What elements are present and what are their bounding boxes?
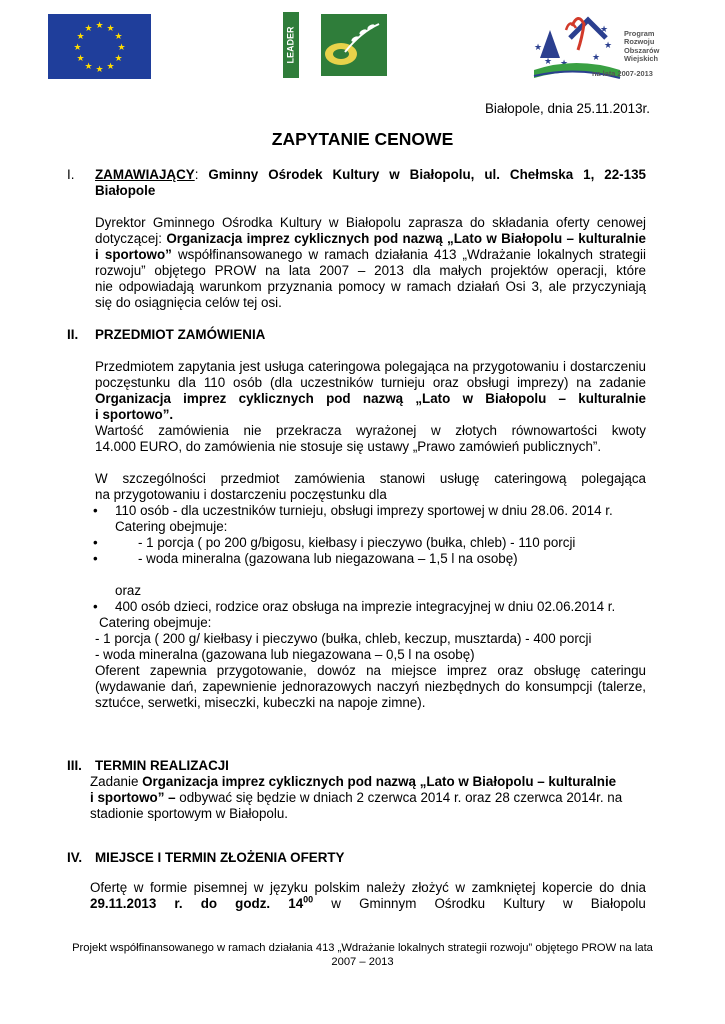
list-item-line: - 1 porcja ( 200 g/ kiełbasy i pieczywo (bułka, chleb, keczup, musztarda) - 400 porcji	[95, 631, 592, 646]
section2-paragraph-line: Przedmiotem zapytania jest usługa cateringowa polegająca na przygotowaniu i dostarczeniu	[95, 359, 646, 374]
section3-heading: TERMIN REALIZACJI	[95, 758, 229, 773]
svg-text:★: ★	[73, 43, 82, 53]
svg-text:★: ★	[76, 54, 85, 64]
section3-number: III.	[67, 758, 82, 773]
leader-logo	[283, 12, 387, 78]
list-item-subheading: Catering obejmuje:	[115, 519, 228, 534]
list-item: 110 osób - dla uczestników turnieju, obsługi imprezy sportowej w dniu 28.06. 2014 r.	[115, 503, 613, 518]
bullet-icon: •	[93, 535, 98, 550]
section3-line: i sportowo” – odbywać się będzie w dniach 2 czerwca 2014 r. oraz 28 czerwca 2014r. na	[90, 790, 623, 805]
svg-text:★: ★	[114, 32, 123, 42]
prow-logo-text: Program Rozwoju Obszarów Wiejskich	[624, 29, 660, 64]
section2-paragraph-line: poczęstunku dla 110 osób (dla uczestników turnieju oraz obsługi imprezy) na zadanie	[95, 375, 646, 390]
list-item: - woda mineralna (gazowana lub niegazowana – 1,5 l na osobę)	[138, 551, 518, 566]
svg-text:★: ★	[600, 25, 609, 35]
section4-line: Ofertę w formie pisemnej w języku polskim należy złożyć w zamkniętej kopercie do dnia	[90, 880, 646, 895]
section1-paragraph-line: Dyrektor Gminnego Ośrodka Kultury w Białopolu zaprasza do składania oferty cenowej	[95, 215, 646, 230]
place-date: Białopole, dnia 25.11.2013r.	[484, 101, 650, 116]
svg-text:★: ★	[534, 43, 543, 53]
svg-text:★: ★	[84, 62, 93, 72]
svg-text:★: ★	[95, 21, 104, 31]
footer-line: 2007 – 2013	[331, 956, 394, 968]
svg-text:★: ★	[117, 43, 126, 53]
section1-entity-line2: Białopole	[95, 183, 156, 198]
section4-number: IV.	[67, 850, 83, 865]
section4-heading: MIEJSCE I TERMIN ZŁOŻENIA OFERTY	[95, 850, 345, 865]
svg-text:★: ★	[592, 53, 601, 63]
svg-text:★: ★	[76, 32, 85, 42]
section1-heading-line: ZAMAWIAJĄCY: Gminny Ośrodek Kultury w Białopolu, ul. Chełmska 1, 22-135	[95, 167, 646, 182]
svg-text:★: ★	[84, 24, 93, 34]
bullet-icon: •	[93, 599, 98, 614]
eu-flag-logo	[48, 14, 151, 79]
section1-number: I.	[67, 167, 75, 182]
section4-line: 29.11.2013 r. do godz. $14^{00}$ w Gminnym Ośrodku Kultury w Białopolu	[90, 894, 646, 911]
page-title: ZAPYTANIE CENOWE	[271, 129, 454, 149]
oraz-text: oraz	[115, 583, 142, 598]
list-item: - 1 porcja ( po 200 g/bigosu, kiełbasy i pieczywo (bułka, chleb) - 110 porcji	[138, 535, 576, 550]
list-item-line: - woda mineralna (gazowana lub niegazowana – 0,5 l na osobę)	[95, 647, 475, 662]
section1-paragraph-line: i sportowo” współfinansowanego w ramach działania 413 „Wdrażanie lokalnych strategii	[95, 247, 647, 262]
section1-paragraph-line: dotyczącej: Organizacja imprez cyklicznych pod nazwą „Lato w Białopolu – kulturalnie	[95, 231, 646, 246]
list-item: 400 osób dzieci, rodzice oraz obsługa na imprezie integracyjnej w dniu 02.06.2014 r.	[115, 599, 616, 614]
section2-paragraph-line: sztućce, serwetki, miseczki, kubeczki na napoje zimne).	[95, 695, 426, 710]
section1-paragraph-line: nie odpowiadają warunkom przyznania pomocy w ramach działań Osi 3, ale przyczyniają	[95, 279, 646, 294]
svg-text:★: ★	[95, 65, 104, 75]
leader-logo-text: LEADER	[285, 26, 296, 64]
section2-paragraph-line: 14.000 EURO, do zamówienia nie stosuje się ustawy „Prawo zamówień publicznych”.	[95, 439, 602, 454]
prow-logo-years: na lata 2007-2013	[592, 69, 653, 78]
section1-paragraph-line: rozwoju” objętego PROW na lata 2007 – 2013 dla małych projektów operacji, które	[95, 263, 646, 278]
section2-paragraph-line: i sportowo”.	[95, 407, 174, 422]
svg-text:★: ★	[106, 24, 115, 34]
section3-line: Zadanie Organizacja imprez cyklicznych pod nazwą „Lato w Białopolu – kulturalnie	[90, 774, 617, 789]
footer-line: Projekt współfinansowanego w ramach działania 413 „Wdrażanie lokalnych strategii rozwoju” objętego PROW na lata	[72, 942, 653, 954]
section2-paragraph-line: Oferent zapewnia przygotowanie, dowóz na miejsce imprez oraz obsługę cateringu	[95, 663, 646, 678]
prow-logo	[530, 8, 670, 88]
bullet-icon: •	[93, 551, 98, 566]
section2-paragraph-line: Wartość zamówienia nie przekracza wyrażonej w złotych równowartości kwoty	[95, 423, 646, 438]
list-item-line: Catering obejmuje:	[99, 615, 212, 630]
section3-line: stadionie sportowym w Białopolu.	[90, 806, 288, 821]
section1-paragraph-line: się do osiągnięcia celów tej osi.	[95, 295, 282, 310]
section2-paragraph-line: (wydawanie dań, zapewnienie jednorazowych naczyń niezbędnych do konsumpcji (talerze,	[95, 679, 646, 694]
svg-text:★: ★	[544, 57, 553, 67]
eu-stars-icon	[48, 14, 151, 79]
svg-text:★: ★	[604, 41, 613, 51]
svg-text:★: ★	[106, 62, 115, 72]
section2-paragraph-line: Organizacja imprez cyklicznych pod nazwą „Lato w Białopolu – kulturalnie	[95, 391, 646, 406]
section2-heading: PRZEDMIOT ZAMÓWIENIA	[95, 327, 266, 342]
section2-paragraph-line: na przygotowaniu i dostarczeniu poczęstunku dla	[95, 487, 387, 502]
section1-entity: Gminny Ośrodek Kultury w Białopolu, ul. Chełmska 1, 22-135	[208, 167, 646, 182]
section2-number: II.	[67, 327, 79, 342]
footer	[40, 941, 685, 969]
svg-text:★: ★	[114, 54, 123, 64]
section1-heading: ZAMAWIAJĄCY	[95, 167, 195, 182]
section2-paragraph-line: W szczególności przedmiot zamówienia stanowi usługę cateringową polegająca	[95, 471, 646, 486]
bullet-icon: •	[93, 503, 98, 518]
